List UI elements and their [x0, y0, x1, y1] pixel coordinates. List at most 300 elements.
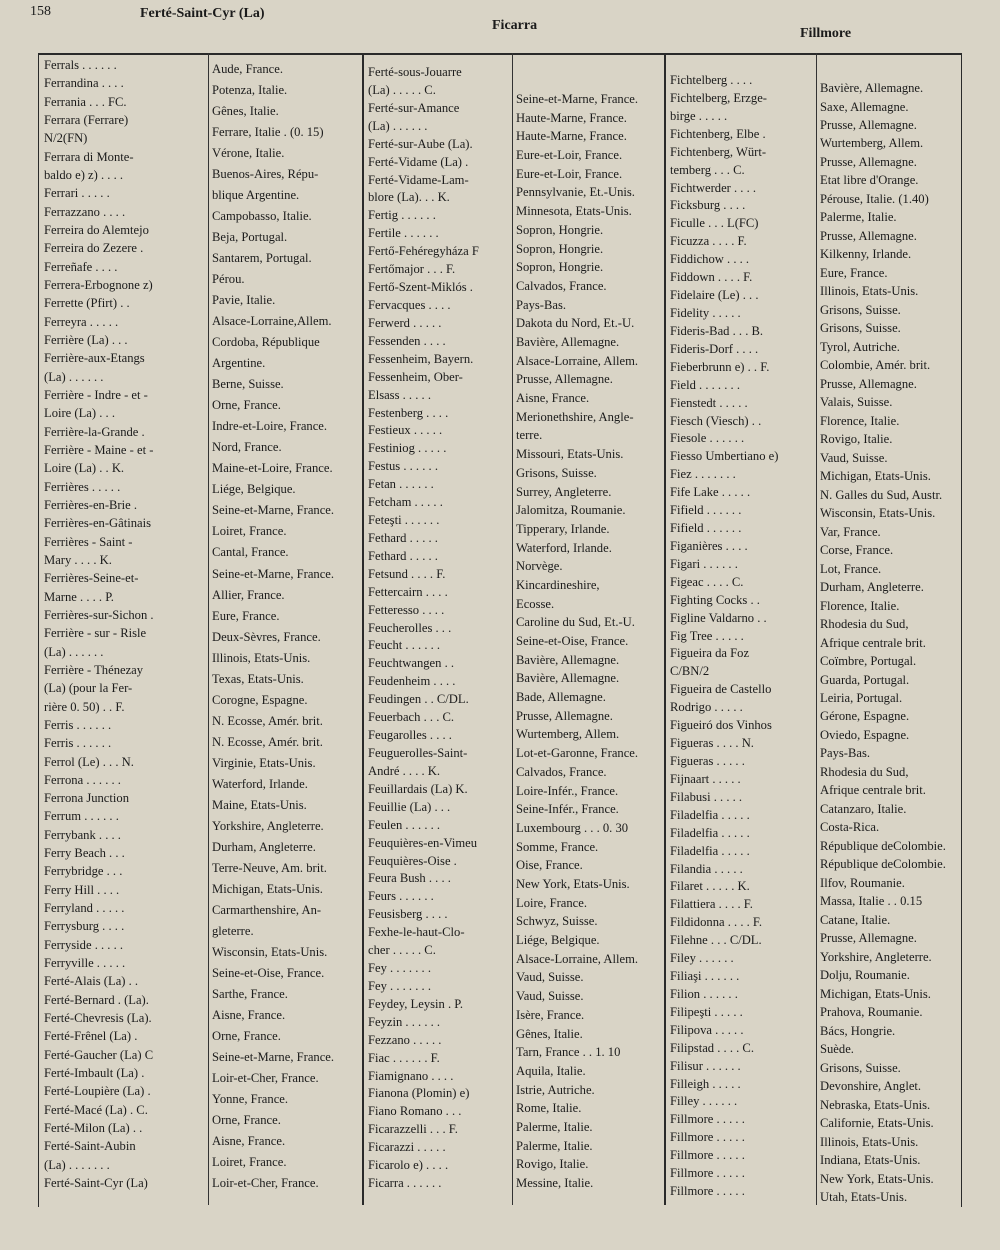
gazetteer-entry-location: Catanzaro, Italie.	[820, 801, 907, 816]
gazetteer-entry-location: Vaud, Suisse.	[516, 989, 584, 1004]
gazetteer-entry-location: Caroline du Sud, Et.-U.	[516, 615, 635, 630]
gazetteer-entry-name: Festiniog . . . . .	[368, 441, 447, 456]
gazetteer-entry-name: Ferryville . . . . .	[44, 956, 126, 971]
gazetteer-entry-name: Feurs . . . . . .	[368, 889, 434, 904]
gazetteer-entry-location: Tyrol, Autriche.	[820, 339, 900, 354]
gazetteer-entry-location: Merionethshire, Angle-	[516, 409, 634, 424]
gazetteer-entry-name: rière 0. 50) . . F.	[44, 699, 125, 714]
gazetteer-entry-location: Guarda, Portugal.	[820, 672, 910, 687]
gazetteer-entry-name: Ferté-Chevresis (La).	[44, 1011, 152, 1025]
gazetteer-entry-name: Ferrona Junction	[44, 791, 129, 806]
gazetteer-entry-location: Sarthe, France.	[212, 986, 288, 1001]
gazetteer-entry-location: Dakota du Nord, Et.-U.	[516, 316, 635, 331]
gazetteer-entry-location: Eure-et-Loir, France.	[516, 166, 623, 181]
gazetteer-entry-name: Fiamignano . . . .	[368, 1068, 454, 1083]
gazetteer-entry-location: Etat libre d'Orange.	[820, 173, 919, 188]
gazetteer-entry-location: Grisons, Suisse.	[820, 1060, 901, 1075]
column-divider	[362, 53, 364, 1205]
gazetteer-entry-name: Ferté-Saint-Cyr (La)	[44, 1176, 148, 1190]
gazetteer-entry-location: Afrique centrale brit.	[820, 783, 926, 798]
gazetteer-entry-name: Ficksburg . . . .	[670, 198, 746, 213]
gazetteer-entry-name: Fethard . . . . .	[368, 530, 438, 545]
gazetteer-entry-location: Terre-Neuve, Am. brit.	[212, 860, 327, 875]
gazetteer-entry-name: Ferté-Alais (La) . .	[44, 974, 139, 989]
gazetteer-entry-name: Fetan . . . . . .	[368, 477, 434, 492]
gazetteer-entry-location: Michigan, Etats-Unis.	[820, 469, 931, 484]
gazetteer-entry-name: Feyzin . . . . . .	[368, 1014, 441, 1029]
gazetteer-entry-location: Vérone, Italie.	[212, 146, 285, 161]
gazetteer-entry-name: Fiesso Umbertiano e)	[670, 449, 779, 464]
gazetteer-entry-name: blore (La). . . K.	[368, 190, 450, 205]
gazetteer-entry-location: Aquila, Italie.	[516, 1063, 586, 1078]
gazetteer-entry-location: Eure-et-Loir, France.	[516, 148, 623, 163]
gazetteer-entry-location: Costa-Rica.	[820, 820, 880, 835]
gazetteer-entry-name: Elsass . . . . .	[368, 387, 431, 402]
page-header	[0, 0, 1000, 50]
gazetteer-entry-name: Festenberg . . . .	[368, 405, 449, 420]
gazetteer-entry-name: Figueira de Castello	[670, 682, 772, 697]
gazetteer-entry-name: Fiddown . . . . F.	[670, 270, 753, 285]
gazetteer-entry-name: Filadelfia . . . . .	[670, 825, 750, 840]
gazetteer-entry-location: Deux-Sèvres, France.	[212, 629, 321, 644]
gazetteer-entry-name: Rodrigo . . . . .	[670, 700, 743, 715]
gazetteer-entry-name: Fildidonna . . . . F.	[670, 915, 763, 930]
gazetteer-entry-name: Ferrara di Monte-	[44, 149, 134, 164]
gazetteer-entry-location: Minnesota, Etats-Unis.	[516, 204, 632, 219]
gazetteer-entry-name: (La) . . . . . . .	[44, 1157, 110, 1172]
gazetteer-entry-location: Catane, Italie.	[820, 912, 891, 927]
gazetteer-entry-location: Maine, Etats-Unis.	[212, 797, 307, 812]
gazetteer-entry-location: New York, Etats-Unis.	[820, 1171, 934, 1186]
gazetteer-entry-name: Ferrière (La) . . .	[44, 332, 128, 347]
gazetteer-entry-location: Liége, Belgique.	[212, 482, 296, 497]
gazetteer-entry-name: Figueras . . . . N.	[670, 736, 754, 750]
gazetteer-entry-location: Orne, France.	[212, 398, 281, 413]
gazetteer-entry-location: Florence, Italie.	[820, 598, 900, 613]
gazetteer-entry-name: Fertőmajor . . . F.	[368, 262, 456, 277]
gazetteer-entry-location: Jalomitza, Roumanie.	[516, 503, 626, 518]
gazetteer-entry-name: Ferrière - Maine - et -	[44, 442, 154, 457]
gazetteer-entry-location: gleterre.	[212, 923, 254, 938]
gazetteer-entry-location: Yonne, France.	[212, 1091, 289, 1106]
gazetteer-entry-name: Fetteresso . . . .	[368, 602, 445, 617]
gazetteer-entry-name: Ferrette (Pfirt) . .	[44, 296, 130, 311]
gazetteer-entry-location: Calvados, France.	[516, 764, 607, 779]
gazetteer-entry-name: Ferrières-Seine-et-	[44, 571, 139, 586]
gazetteer-entry-location: Calvados, France.	[516, 278, 607, 293]
gazetteer-entry-name: Fertig . . . . . .	[368, 208, 436, 223]
gazetteer-entry-location: Berne, Suisse.	[212, 377, 284, 392]
gazetteer-entry-name: Ferté-Vidame-Lam-	[368, 172, 469, 187]
gazetteer-entry-name: Ferté-Gaucher (La) C	[44, 1047, 154, 1062]
gazetteer-entry-location: Dolju, Roumanie.	[820, 968, 910, 983]
page-number: 158	[30, 4, 51, 19]
gazetteer-entry-location: Rome, Italie.	[516, 1101, 582, 1116]
gazetteer-entry-location: Rovigo, Italie.	[820, 432, 893, 447]
gazetteer-entry-name: Ferrazzano . . . .	[44, 204, 126, 219]
gazetteer-entry-location: Yorkshire, Angleterre.	[820, 949, 932, 964]
gazetteer-entry-location: Afrique centrale brit.	[820, 635, 926, 650]
gazetteer-entry-name: Ferryside . . . . .	[44, 937, 124, 952]
gazetteer-entry-name: Fey . . . . . . .	[368, 978, 431, 993]
gazetteer-entry-location: Nebraska, Etats-Unis.	[820, 1097, 931, 1112]
gazetteer-entry-location: blique Argentine.	[212, 188, 300, 203]
gazetteer-entry-location: Wisconsin, Etats-Unis.	[212, 944, 328, 959]
gazetteer-entry-location: Prusse, Allemagne.	[516, 708, 613, 723]
gazetteer-entry-location: Loir-et-Cher, France.	[212, 1176, 319, 1190]
gazetteer-entry-name: Ficarazzi . . . . .	[368, 1140, 446, 1155]
gazetteer-entry-location: Wurtemberg, Allem.	[516, 727, 620, 742]
gazetteer-entry-location: Cordoba, République	[212, 335, 320, 350]
gazetteer-entry-location: Norvège.	[516, 559, 563, 574]
left-running-head: Ferté-Saint-Cyr (La)	[140, 6, 265, 21]
gazetteer-entry-name: Ferreyra . . . . .	[44, 314, 119, 329]
gazetteer-entry-name: Filion . . . . . .	[670, 986, 738, 1001]
gazetteer-entry-name: Feura Bush . . . .	[368, 871, 451, 886]
column-divider	[816, 53, 817, 1205]
gazetteer-entry-location: Bavière, Allemagne.	[516, 652, 620, 667]
gazetteer-entry-name: Figanières . . . .	[670, 538, 748, 553]
gazetteer-entry-location: Santarem, Portugal.	[212, 251, 312, 266]
gazetteer-entry-name: baldo e) z) . . . .	[44, 168, 124, 182]
gazetteer-entry-name: Loire (La) . . K.	[44, 461, 125, 476]
gazetteer-entry-name: Ferté-Imbault (La) .	[44, 1066, 145, 1080]
gazetteer-entry-name: Feydey, Leysin . P.	[368, 996, 464, 1011]
gazetteer-entry-name: Fillmore . . . . .	[670, 1112, 745, 1127]
gazetteer-entry-location: Seine-Infér., France.	[516, 802, 619, 817]
gazetteer-entry-name: Figueira da Foz	[670, 646, 750, 661]
gazetteer-entry-location: Beja, Portugal.	[212, 230, 288, 245]
gazetteer-entry-name: Ferris . . . . . .	[44, 736, 112, 751]
gazetteer-entry-name: Fessenheim, Bayern.	[368, 351, 474, 366]
gazetteer-entry-name: Ferté-Macé (La) . C.	[44, 1102, 148, 1117]
gazetteer-entry-name: Ferrières - Saint -	[44, 534, 133, 549]
gazetteer-entry-location: Loiret, France.	[212, 1155, 287, 1169]
gazetteer-entry-name: Ferrière - sur - Risle	[44, 626, 147, 641]
gazetteer-entry-location: Orne, France.	[212, 1112, 281, 1127]
gazetteer-entry-location: Aisne, France.	[212, 1134, 286, 1148]
gazetteer-entry-name: Filey . . . . . .	[670, 951, 734, 965]
gazetteer-entry-name: (La) . . . . . .	[368, 118, 428, 133]
gazetteer-entry-location: Yorkshire, Angleterre.	[212, 818, 324, 833]
gazetteer-entry-name: Feuillardais (La) K.	[368, 781, 468, 796]
gazetteer-entry-location: Var, France.	[820, 524, 881, 539]
gazetteer-entry-name: (La) . . . . . .	[44, 644, 104, 659]
gazetteer-entry-location: Massa, Italie . . 0.15	[820, 894, 923, 909]
gazetteer-entry-name: Ferrybridge . . .	[44, 864, 123, 879]
gazetteer-entry-location: Carmarthenshire, An-	[212, 902, 322, 917]
gazetteer-entry-location: Bavière, Allemagne.	[516, 671, 620, 686]
gazetteer-entry-name: Ferrière - Thénezay	[44, 662, 144, 677]
gazetteer-entry-location: Argentine.	[212, 356, 266, 371]
gazetteer-entry-location: Colombie, Amér. brit.	[820, 358, 931, 373]
gazetteer-entry-location: Haute-Marne, France.	[516, 110, 627, 125]
gazetteer-entry-name: Fessenden . . . .	[368, 333, 446, 348]
gazetteer-entry-name: Mary . . . . K.	[44, 552, 112, 567]
gazetteer-entry-location: Utah, Etats-Unis.	[820, 1190, 908, 1204]
gazetteer-entry-location: Seine-et-Marne, France.	[212, 1049, 335, 1064]
gazetteer-entry-name: Fiesch (Viesch) . .	[670, 413, 762, 428]
gazetteer-entry-name: Fife Lake . . . . .	[670, 485, 751, 500]
gazetteer-entry-name: Fertile . . . . . .	[368, 226, 439, 241]
gazetteer-entry-location: Pavie, Italie.	[212, 293, 276, 308]
gazetteer-entry-name: Fezzano . . . . .	[368, 1032, 442, 1047]
gazetteer-entry-name: C/BN/2	[670, 664, 710, 679]
gazetteer-entry-name: N/2(FN)	[44, 131, 88, 146]
gazetteer-entry-location: Lot, France.	[820, 561, 882, 576]
gazetteer-entry-name: Figari . . . . . .	[670, 556, 738, 571]
gazetteer-entry-name: Fiez . . . . . . .	[670, 467, 736, 482]
gazetteer-entry-location: Rovigo, Italie.	[516, 1157, 589, 1172]
gazetteer-entry-location: Allier, France.	[212, 587, 285, 602]
gazetteer-entry-name: Loire (La) . . .	[44, 406, 115, 421]
gazetteer-entry-location: Schwyz, Suisse.	[516, 914, 598, 929]
gazetteer-entry-name: Ferrara (Ferrare)	[44, 113, 129, 127]
gazetteer-entry-location: Pays-Bas.	[820, 746, 871, 761]
gazetteer-entry-name: Ferrol (Le) . . . N.	[44, 754, 134, 769]
gazetteer-entry-name: Filadelfia . . . . .	[670, 843, 750, 858]
gazetteer-entry-location: N. Ecosse, Amér. brit.	[212, 713, 323, 728]
gazetteer-entry-name: (La) (pour la Fer-	[44, 681, 133, 696]
gazetteer-entry-location: Sopron, Hongrie.	[516, 241, 604, 256]
gazetteer-entry-location: Eure, France.	[212, 608, 280, 623]
gazetteer-entry-location: Alsace-Lorraine,Allem.	[212, 314, 332, 329]
gazetteer-entry-location: N. Ecosse, Amér. brit.	[212, 734, 323, 749]
gazetteer-entry-location: Tarn, France . . 1. 10	[516, 1045, 621, 1060]
gazetteer-entry-location: Maine-et-Loire, France.	[212, 461, 333, 476]
gazetteer-entry-name: Feuchtwangen . .	[368, 656, 455, 671]
gazetteer-entry-name: Ferwerd . . . . .	[368, 315, 442, 330]
gazetteer-entry-location: Grisons, Suisse.	[516, 465, 597, 480]
gazetteer-entry-name: Ferté-Loupière (La) .	[44, 1084, 151, 1099]
gazetteer-entry-location: République deColombie.	[820, 838, 946, 853]
gazetteer-entry-name: Ferté-sur-Aube (La).	[368, 136, 473, 151]
gazetteer-entry-location: Prusse, Allemagne.	[820, 228, 917, 243]
gazetteer-entry-name: Fienstedt . . . . .	[670, 395, 748, 410]
gazetteer-entry-location: Leiria, Portugal.	[820, 691, 903, 705]
gazetteer-entry-name: Filipeşti . . . . .	[670, 1004, 743, 1019]
gazetteer-entry-name: Fichtenberg, Würt-	[670, 144, 767, 159]
gazetteer-entry-location: Alsace-Lorraine, Allem.	[516, 353, 639, 368]
gazetteer-entry-location: Virginie, Etats-Unis.	[212, 755, 316, 770]
gazetteer-entry-name: Ferrandina . . . .	[44, 76, 124, 91]
gazetteer-entry-name: Festus . . . . . .	[368, 459, 438, 474]
gazetteer-entry-location: Tipperary, Irlande.	[516, 521, 610, 536]
gazetteer-entry-name: Fiddichow . . . .	[670, 252, 750, 267]
gazetteer-entry-location: Seine-et-Marne, France.	[212, 566, 335, 581]
gazetteer-entry-location: Vaud, Suisse.	[516, 970, 584, 985]
gazetteer-entry-name: Fertő-Szent-Miklós .	[368, 280, 473, 294]
column-divider	[512, 53, 513, 1205]
gazetteer-entry-location: Saxe, Allemagne.	[820, 99, 909, 114]
gazetteer-entry-location: Bavière, Allemagne.	[820, 81, 924, 95]
gazetteer-entry-location: terre.	[516, 428, 543, 443]
gazetteer-entry-name: Ferrals . . . . . .	[44, 58, 117, 72]
gazetteer-entry-name: Ferrières-en-Brie .	[44, 497, 138, 512]
gazetteer-entry-name: Filisur . . . . . .	[670, 1058, 741, 1073]
gazetteer-entry-name: Feuquières-en-Vimeu	[368, 835, 478, 850]
gazetteer-entry-location: Campobasso, Italie.	[212, 209, 312, 224]
gazetteer-entry-name: Ferry Hill . . . .	[44, 882, 120, 897]
gazetteer-entry-name: Ferté-Bernard . (La).	[44, 992, 149, 1007]
gazetteer-entry-name: Ferreira do Alemtejo	[44, 223, 149, 237]
gazetteer-entry-name: Fichtenberg, Elbe .	[670, 126, 766, 141]
gazetteer-entry-location: Loiret, France.	[212, 524, 287, 539]
gazetteer-entry-location: Wisconsin, Etats-Unis.	[820, 506, 936, 521]
gazetteer-entry-name: Fig Tree . . . . .	[670, 628, 744, 643]
gazetteer-entry-name: Filabusi . . . . .	[670, 789, 743, 804]
gazetteer-entry-location: Seine-et-Marne, France.	[516, 92, 639, 106]
gazetteer-entry-name: Filadelfia . . . . .	[670, 807, 750, 822]
gazetteer-entry-location: Prusse, Allemagne.	[820, 376, 917, 391]
gazetteer-entry-location: Istrie, Autriche.	[516, 1082, 595, 1097]
gazetteer-entry-location: Prusse, Allemagne.	[820, 154, 917, 169]
gazetteer-entry-name: Filipstad . . . . C.	[670, 1040, 754, 1055]
gazetteer-entry-name: Figueras . . . . .	[670, 753, 745, 768]
center-running-head: Ficarra	[492, 18, 538, 33]
gazetteer-entry-location: Prusse, Allemagne.	[820, 931, 917, 946]
gazetteer-entry-location: Eure, France.	[820, 265, 888, 280]
gazetteer-entry-name: Filleigh . . . . .	[670, 1076, 741, 1091]
gazetteer-entry-location: Orne, France.	[212, 1028, 281, 1043]
right-running-head: Fillmore	[800, 26, 852, 41]
gazetteer-entry-name: Ferrona . . . . . .	[44, 772, 121, 787]
gazetteer-entry-name: Fiesole . . . . . .	[670, 431, 745, 446]
gazetteer-entry-location: Michigan, Etats-Unis.	[212, 881, 323, 896]
gazetteer-entry-name: Filandia . . . . .	[670, 861, 743, 876]
gazetteer-entry-name: Feuguerolles-Saint-	[368, 745, 468, 760]
gazetteer-entry-location: Haute-Marne, France.	[516, 129, 627, 144]
gazetteer-entry-name: Fianona (Plomin) e)	[368, 1086, 470, 1101]
gazetteer-entry-location: Nord, France.	[212, 440, 282, 455]
gazetteer-entry-location: Waterford, Irlande.	[212, 776, 308, 791]
gazetteer-entry-name: Ferrière-la-Grande .	[44, 424, 145, 439]
gazetteer-entry-name: Feucherolles . . .	[368, 620, 452, 635]
gazetteer-entry-location: Corogne, Espagne.	[212, 692, 308, 707]
gazetteer-entry-location: N. Galles du Sud, Austr.	[820, 487, 943, 502]
gazetteer-entry-location: Prusse, Allemagne.	[820, 118, 917, 132]
gazetteer-entry-name: Figueiró dos Vinhos	[670, 718, 772, 733]
gazetteer-entry-location: Michigan, Etats-Unis.	[820, 986, 931, 1001]
gazetteer-entry-name: Fillmore . . . . .	[670, 1166, 745, 1181]
gazetteer-entry-location: Cantal, France.	[212, 545, 289, 560]
gazetteer-entry-location: Devonshire, Anglet.	[820, 1079, 922, 1094]
gazetteer-entry-name: Fey . . . . . . .	[368, 961, 431, 975]
gazetteer-entry-name: temberg . . . C.	[670, 162, 745, 177]
gazetteer-entry-location: Liége, Belgique.	[516, 933, 600, 947]
gazetteer-entry-name: Fillmore . . . . .	[670, 1130, 745, 1145]
gazetteer-entry-name: Feuillie (La) . . .	[368, 799, 451, 814]
gazetteer-entry-location: Aisne, France.	[212, 1007, 286, 1022]
gazetteer-entry-location: Sopron, Hongrie.	[516, 260, 604, 275]
gazetteer-entry-name: Fideris-Bad . . . B.	[670, 323, 764, 338]
gazetteer-entry-location: Ferrare, Italie . (0. 15)	[212, 125, 324, 140]
gazetteer-entry-location: New York, Etats-Unis.	[516, 877, 630, 891]
gazetteer-entry-name: Filipova . . . . .	[670, 1022, 744, 1037]
gazetteer-entry-location: Seine-et-Oise, France.	[516, 634, 629, 648]
gazetteer-entry-name: Fichtelberg . . . .	[670, 73, 753, 87]
gazetteer-entry-location: Aude, France.	[212, 62, 283, 76]
gazetteer-entry-location: Loire, France.	[516, 895, 587, 910]
gazetteer-entry-location: Indre-et-Loire, France.	[212, 419, 328, 434]
gazetteer-entry-location: Illinois, Etats-Unis.	[212, 650, 311, 665]
gazetteer-entry-name: Fetsund . . . . F.	[368, 566, 446, 581]
gazetteer-entry-location: Waterford, Irlande.	[516, 540, 612, 555]
gazetteer-entry-location: Durham, Angleterre.	[820, 580, 924, 594]
gazetteer-entry-name: Ferreira do Zezere .	[44, 241, 144, 256]
gazetteer-entry-name: Fexhe-le-haut-Clo-	[368, 925, 465, 940]
gazetteer-entry-name: Fieberbrunn e) . . F.	[670, 359, 770, 374]
gazetteer-entry-location: Alsace-Lorraine, Allem.	[516, 951, 639, 966]
gazetteer-entry-name: Ferté-Milon (La) . .	[44, 1121, 143, 1135]
gazetteer-entry-name: birge . . . . .	[670, 108, 728, 123]
gazetteer-entry-location: Lot-et-Garonne, France.	[516, 746, 639, 761]
gazetteer-entry-name: Ferté-sur-Amance	[368, 100, 460, 115]
gazetteer-entry-name: André . . . . K.	[368, 763, 441, 778]
gazetteer-entry-name: Ferrari . . . . .	[44, 186, 110, 201]
gazetteer-entry-location: Valais, Suisse.	[820, 395, 893, 410]
gazetteer-entry-location: Florence, Italie.	[820, 413, 900, 428]
column-divider	[664, 53, 666, 1205]
gazetteer-entry-location: Potenza, Italie.	[212, 83, 288, 97]
gazetteer-entry-name: (La) . . . . . .	[44, 369, 104, 384]
gazetteer-entry-location: Pérou.	[212, 272, 245, 287]
gazetteer-entry-location: Pennsylvanie, Et.-Unis.	[516, 185, 635, 200]
gazetteer-entry-location: Oviedo, Espagne.	[820, 727, 910, 742]
gazetteer-entry-name: Ferrysburg . . . .	[44, 919, 125, 934]
gazetteer-entry-name: Ferryland . . . . .	[44, 901, 125, 916]
gazetteer-entry-location: Surrey, Angleterre.	[516, 484, 612, 499]
gazetteer-entry-name: Fijnaart . . . . .	[670, 771, 741, 786]
gazetteer-entry-name: Figline Valdarno . .	[670, 610, 767, 625]
gazetteer-entry-name: Ferrières . . . . .	[44, 479, 121, 494]
gazetteer-entry-name: Fichtwerder . . . .	[670, 180, 757, 195]
gazetteer-entry-location: Bavière, Allemagne.	[516, 335, 620, 349]
gazetteer-entry-name: Ferrybank . . . .	[44, 827, 121, 842]
gazetteer-entry-location: Grisons, Suisse.	[820, 321, 901, 336]
gazetteer-entry-location: Prusse, Allemagne.	[516, 372, 613, 387]
gazetteer-entry-name: Ferté-Frênel (La) .	[44, 1029, 138, 1044]
gazetteer-entry-name: Fettercairn . . . .	[368, 584, 448, 599]
gazetteer-entry-name: Ficuzza . . . . F.	[670, 234, 747, 249]
gazetteer-entry-name: Filehne . . . C/DL.	[670, 933, 762, 948]
gazetteer-entry-name: Fiano Romano . . .	[368, 1104, 462, 1119]
gazetteer-entry-location: Buenos-Aires, Répu-	[212, 167, 319, 182]
gazetteer-entry-name: Filiaşi . . . . . .	[670, 969, 740, 983]
column-divider	[208, 53, 209, 1205]
gazetteer-entry-location: Palerme, Italie.	[516, 1119, 593, 1134]
gazetteer-entry-location: Oise, France.	[516, 858, 583, 873]
gazetteer-entry-name: Field . . . . . . .	[670, 377, 740, 392]
gazetteer-entry-name: Ficarolo e) . . . .	[368, 1158, 449, 1173]
gazetteer-entry-name: Fertő-Fehéregyháza F	[368, 244, 479, 259]
gazetteer-entry-location: Sopron, Hongrie.	[516, 222, 604, 237]
gazetteer-entry-name: Fichtelberg, Erzge-	[670, 90, 767, 105]
gazetteer-entry-location: Seine-et-Marne, France.	[212, 503, 335, 518]
gazetteer-entry-name: Feuquières-Oise .	[368, 853, 457, 868]
gazetteer-entry-name: Ferté-Saint-Aubin	[44, 1139, 136, 1154]
gazetteer-entry-name: Ficarra . . . . . .	[368, 1176, 442, 1190]
gazetteer-entry-name: Feteşti . . . . . .	[368, 513, 440, 527]
gazetteer-entry-location: Kilkenny, Irlande.	[820, 247, 912, 262]
gazetteer-entry-name: Ferrania . . . FC.	[44, 94, 127, 109]
gazetteer-entry-name: Marne . . . . P.	[44, 589, 114, 604]
gazetteer-entry-name: Feudingen . . C/DL.	[368, 692, 469, 707]
gazetteer-entry-name: Figeac . . . . C.	[670, 574, 744, 589]
gazetteer-entry-name: Ferrière - Indre - et -	[44, 387, 148, 402]
gazetteer-entry-location: Rhodesia du Sud,	[820, 617, 909, 631]
gazetteer-entry-location: Gênes, Italie.	[516, 1026, 583, 1041]
